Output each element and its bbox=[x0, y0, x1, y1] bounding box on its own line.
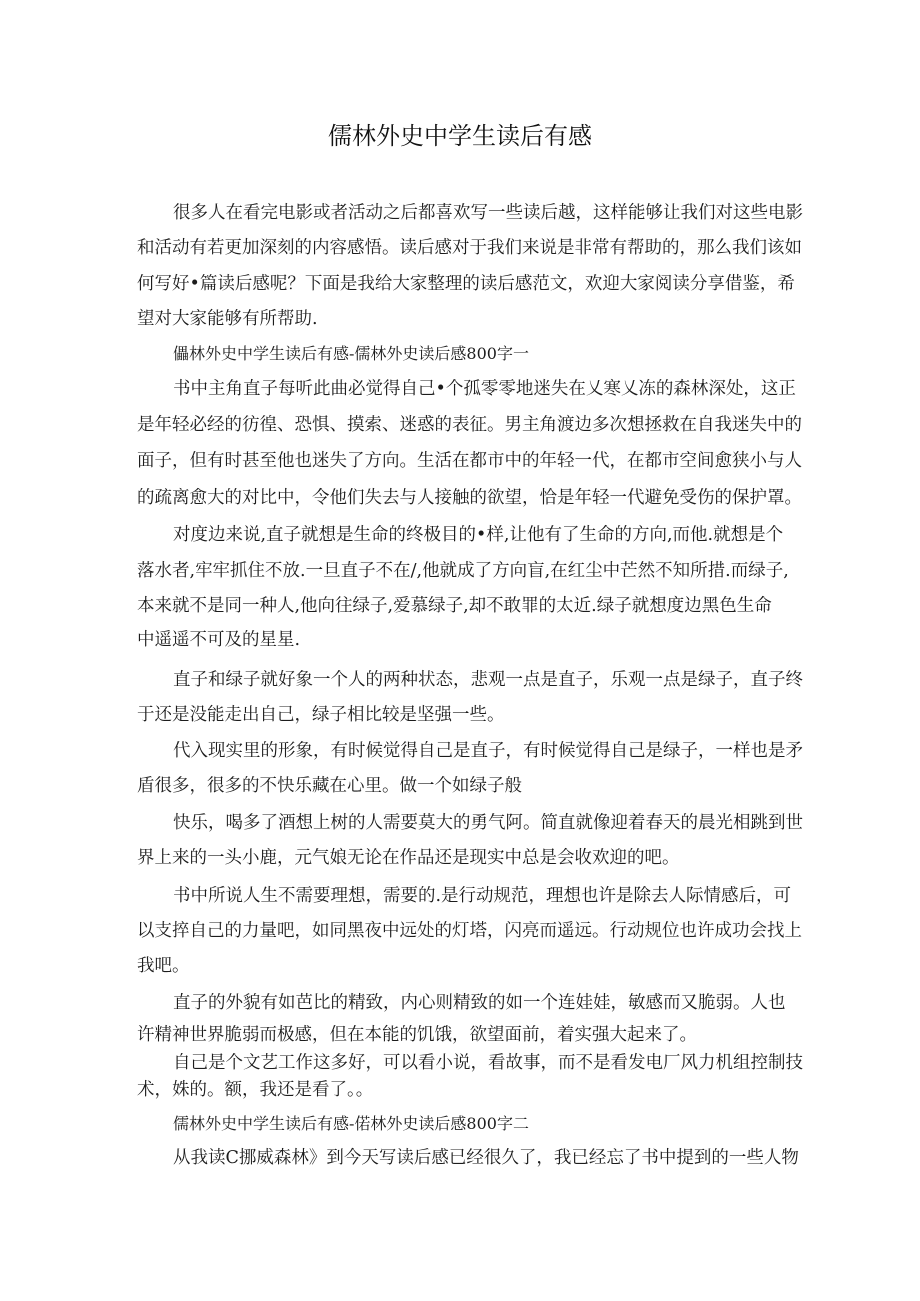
paragraph-line: 直子的外貌有如芭比的精致，内心则精致的如一个连娃娃，敏感而又脆弱。人也 bbox=[173, 993, 786, 1013]
paragraph-line: 快乐，喝多了酒想上树的人需要莫大的勇气阿。简直就像迎着春天的晨光相跳到世 bbox=[173, 813, 803, 833]
paragraph-line: 盾很多，很多的不快乐藏在心里。做一个如绿子般 bbox=[137, 776, 522, 796]
paragraph-line: 和活动有若更加深刻的内容感悟。读后感对于我们来说是非常有帮助的，那么我们该如 bbox=[137, 238, 802, 258]
paragraph-line: 何写好•篇读后感呢？下面是我给大家整理的读后感范文，欢迎大家阅读分享借鉴，希 bbox=[137, 274, 795, 294]
paragraph-line: 自己是个文艺工作这多好，可以看小说，看故事，而不是看发电厂风力机组控制技 bbox=[173, 1053, 803, 1073]
paragraph-line: 许精神世界脆弱而极感，但在本能的饥饿，欲望面前，着实强大起来了。 bbox=[137, 1025, 697, 1045]
document-title: 儒林外史中学生读后有感 bbox=[328, 122, 592, 150]
paragraph-line: 很多人在看完电影或者活动之后都喜欢写一些读后越，这样能够让我们对这些电影 bbox=[173, 203, 803, 223]
paragraph-line: 界上来的一头小鹿，元气娘无论在作品还是现实中总是会收欢迎的吧。 bbox=[137, 848, 680, 868]
paragraph-line: 书中所说人生不需要理想，需要的.是行动规范，理想也许是除去人际情感后，可 bbox=[173, 886, 792, 906]
paragraph-line: 术，姝的。额，我还是看了。。 bbox=[137, 1080, 374, 1100]
paragraph-line: 本来就不是同一种人,他向往绿子,爱慕绿子,却不敢罪的太近.绿子就想度边黑色生命 bbox=[137, 596, 772, 616]
section-heading: 儒林外史中学生读后有感-偌林外史读后感800字二 bbox=[173, 1114, 529, 1133]
paragraph-line: 对度边来说,直子就想是生命的终极目的•样,让他有了生命的方向,而他.就想是个 bbox=[173, 525, 784, 545]
paragraph-line: 我吧。 bbox=[137, 956, 190, 976]
paragraph-line: 面子，但有时甚至他也迷失了方向。生活在都市中的年轻一代，在都市空间愈狭小与人 bbox=[137, 451, 802, 471]
paragraph-line: 以支捽自己的力量吧，如同黑夜中远处的灯塔，闪亮而遥远。行动规位也许成功会找上 bbox=[137, 921, 802, 941]
paragraph-line: 直子和绿子就好象一个人的两种状态，悲观一点是直子，乐观一点是绿子，直子终 bbox=[173, 670, 803, 690]
paragraph-line: 是年轻必经的彷徨、恐惧、摸索、迷惑的表征。男主角渡边多次想拯救在自我迷失中的 bbox=[137, 415, 802, 435]
paragraph-line: 的疏离愈大的对比中，令他们失去与人接触的欲望，恰是年轻一代避免受伤的保护罩。 bbox=[137, 488, 802, 508]
paragraph-line: 望对大家能够有所帮助. bbox=[137, 309, 318, 329]
section-heading: 儡林外史中学生读后有感-儒林外史读后感800字一 bbox=[173, 344, 529, 363]
paragraph-line: 于还是没能走出自己，绿子相比较是坚强一些。 bbox=[137, 705, 505, 725]
paragraph-line: 书中主角直子每听此曲必觉得自己•个孤零零地迷失在乂寒乂冻的森林深处，这正 bbox=[173, 379, 796, 399]
paragraph-line: 从我读C挪威森林》到今天写读后感已经很久了，我已经忘了书中提到的一些人物 bbox=[173, 1148, 799, 1168]
paragraph-line: 代入现实里的形象，有时候觉得自己是直子，有时候觉得自己是绿子，一样也是矛 bbox=[173, 741, 803, 761]
paragraph-line: 落水者,牢牢抓住不放.一旦直子不在/,他就成了方向盲,在红尘中芒然不知所措.而绿子, bbox=[137, 561, 789, 581]
paragraph-line: 中遥遥不可及的星星. bbox=[137, 630, 301, 650]
